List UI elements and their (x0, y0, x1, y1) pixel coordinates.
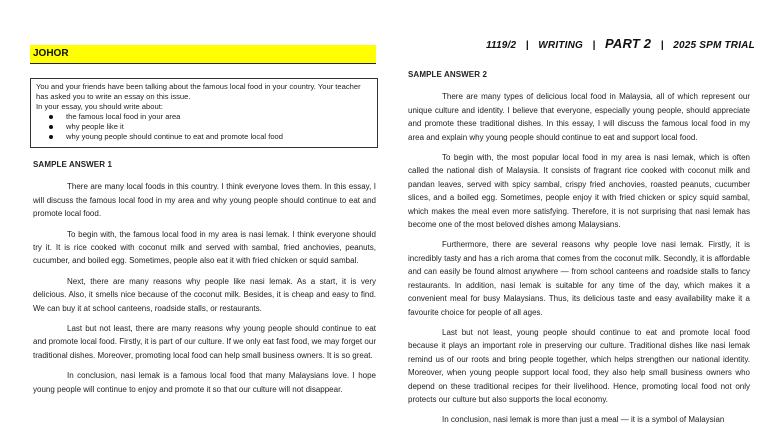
answer-title: SAMPLE ANSWER 1 (33, 160, 112, 169)
paper-code: 1119/2 (486, 40, 517, 51)
question-points (36, 112, 372, 142)
sample-answer-2 (408, 68, 750, 434)
question-intro: You and your friends have been talking about the famous local food in your country. Your teacher has asked you to write an essay on this issue. (36, 82, 361, 101)
question-instruction: In your essay, you should write about: (36, 102, 163, 111)
answer-paragraph: To begin with, the most popular local food in my area is nasi lemak, which is often called the national dish of Malaysia. It consists of fragrant rice cooked with coconut milk and pandan leaves, served with spicy sambal, crispy fried anchovies, roasted peanuts, cucumber slices, and a boiled egg. Sometimes, people enjoy it with fried chicken or spicy squid sambal, which makes the meal even more satisfying. Therefore, it is not surprising that nasi lemak has become one of the most beloved dishes among Malaysians. (408, 153, 750, 230)
paper-part: PART 2 (604, 36, 652, 51)
page-header (486, 36, 778, 51)
header-separator: | (592, 40, 596, 51)
answer-paragraph: Next, there are many reasons why people like nasi lemak. As a start, it is very delicious. Also, it smells nice because of the coconut milk. Besides, it is cheap and easy to find. We can buy it at school canteens, roadside stalls, or restaurants. (33, 276, 376, 313)
answer-paragraph: Last but not least, there are many reasons why young people should continue to eat and promote local food. Firstly, it is part of our culture. If we only eat fast food, we may forget our traditional dishes. Moreover, promoting local food can help small business owners. It is so great. (33, 324, 376, 360)
answer-paragraph: Furthermore, there are several reasons why people love nasi lemak. Firstly, it is incredibly tasty and has a rich aroma that comes from the coconut milk. Secondly, it is affordable and can easily be found almost anywhere — from school canteens and roadside stalls to fancy restaurants. In addition, nasi lemak is suitable for any time of the day, which makes it a convenient meal for busy Malaysians. Thus, its delicious taste and easy availability make it a favourite choice for people of all ages. (408, 240, 750, 317)
question-point: the famous local food in your area (66, 112, 372, 122)
question-box (30, 78, 378, 148)
answer-paragraph: There are many types of delicious local food in Malaysia, all of which represent our unique culture and identity. I believe that everyone, especially young people, should appreciate and promote these traditional dishes. In this essay, I will discuss the famous local food in my area and explain why young people should continue to eat and support local food. (408, 92, 750, 142)
answer-paragraph: In conclusion, nasi lemak is a famous local food that many Malaysians love. I hope young people will continue to enjoy and promote it so that our culture will not disappear. (33, 371, 376, 394)
sample-answer-1 (33, 158, 376, 403)
exam-title: 2025 SPM TRIAL (673, 40, 755, 51)
answer-paragraph: In conclusion, nasi lemak is more than just a meal — it is a symbol of Malaysian (442, 415, 725, 425)
question-point: why people like it (66, 122, 372, 132)
question-point: why young people should continue to eat and promote local food (66, 132, 372, 142)
answer-paragraph: There are many local foods in this country. I think everyone loves them. In this essay, I will discuss the famous local food in my area and why young people should continue to eat and promote local food. (33, 182, 376, 219)
paper-subject: WRITING (538, 40, 584, 51)
state-heading: JOHOR (30, 45, 376, 64)
answer-paragraph: Last but not least, young people should continue to eat and promote local food because it plays an important role in preserving our culture. Traditional dishes like nasi lemak remind us of our roots and bring people together, which helps strengthen our national identity. Moreover, when young people support local food, they also help small business owners who depend on these traditional recipes for their livelihood. Hence, promoting local food not only protects our culture but also supports the local economy. (408, 327, 750, 404)
header-separator: | (525, 40, 529, 51)
answer-title: SAMPLE ANSWER 2 (408, 70, 487, 79)
header-separator: | (660, 40, 664, 51)
answer-paragraph: To begin with, the famous local food in my area is nasi lemak. I think everyone should try it. It is rice cooked with coconut milk and served with sambal, fried anchovies, peanuts, cucumber, and boiled egg. Sometimes, people also eat it with fried chicken or squid sambal. (33, 229, 376, 266)
